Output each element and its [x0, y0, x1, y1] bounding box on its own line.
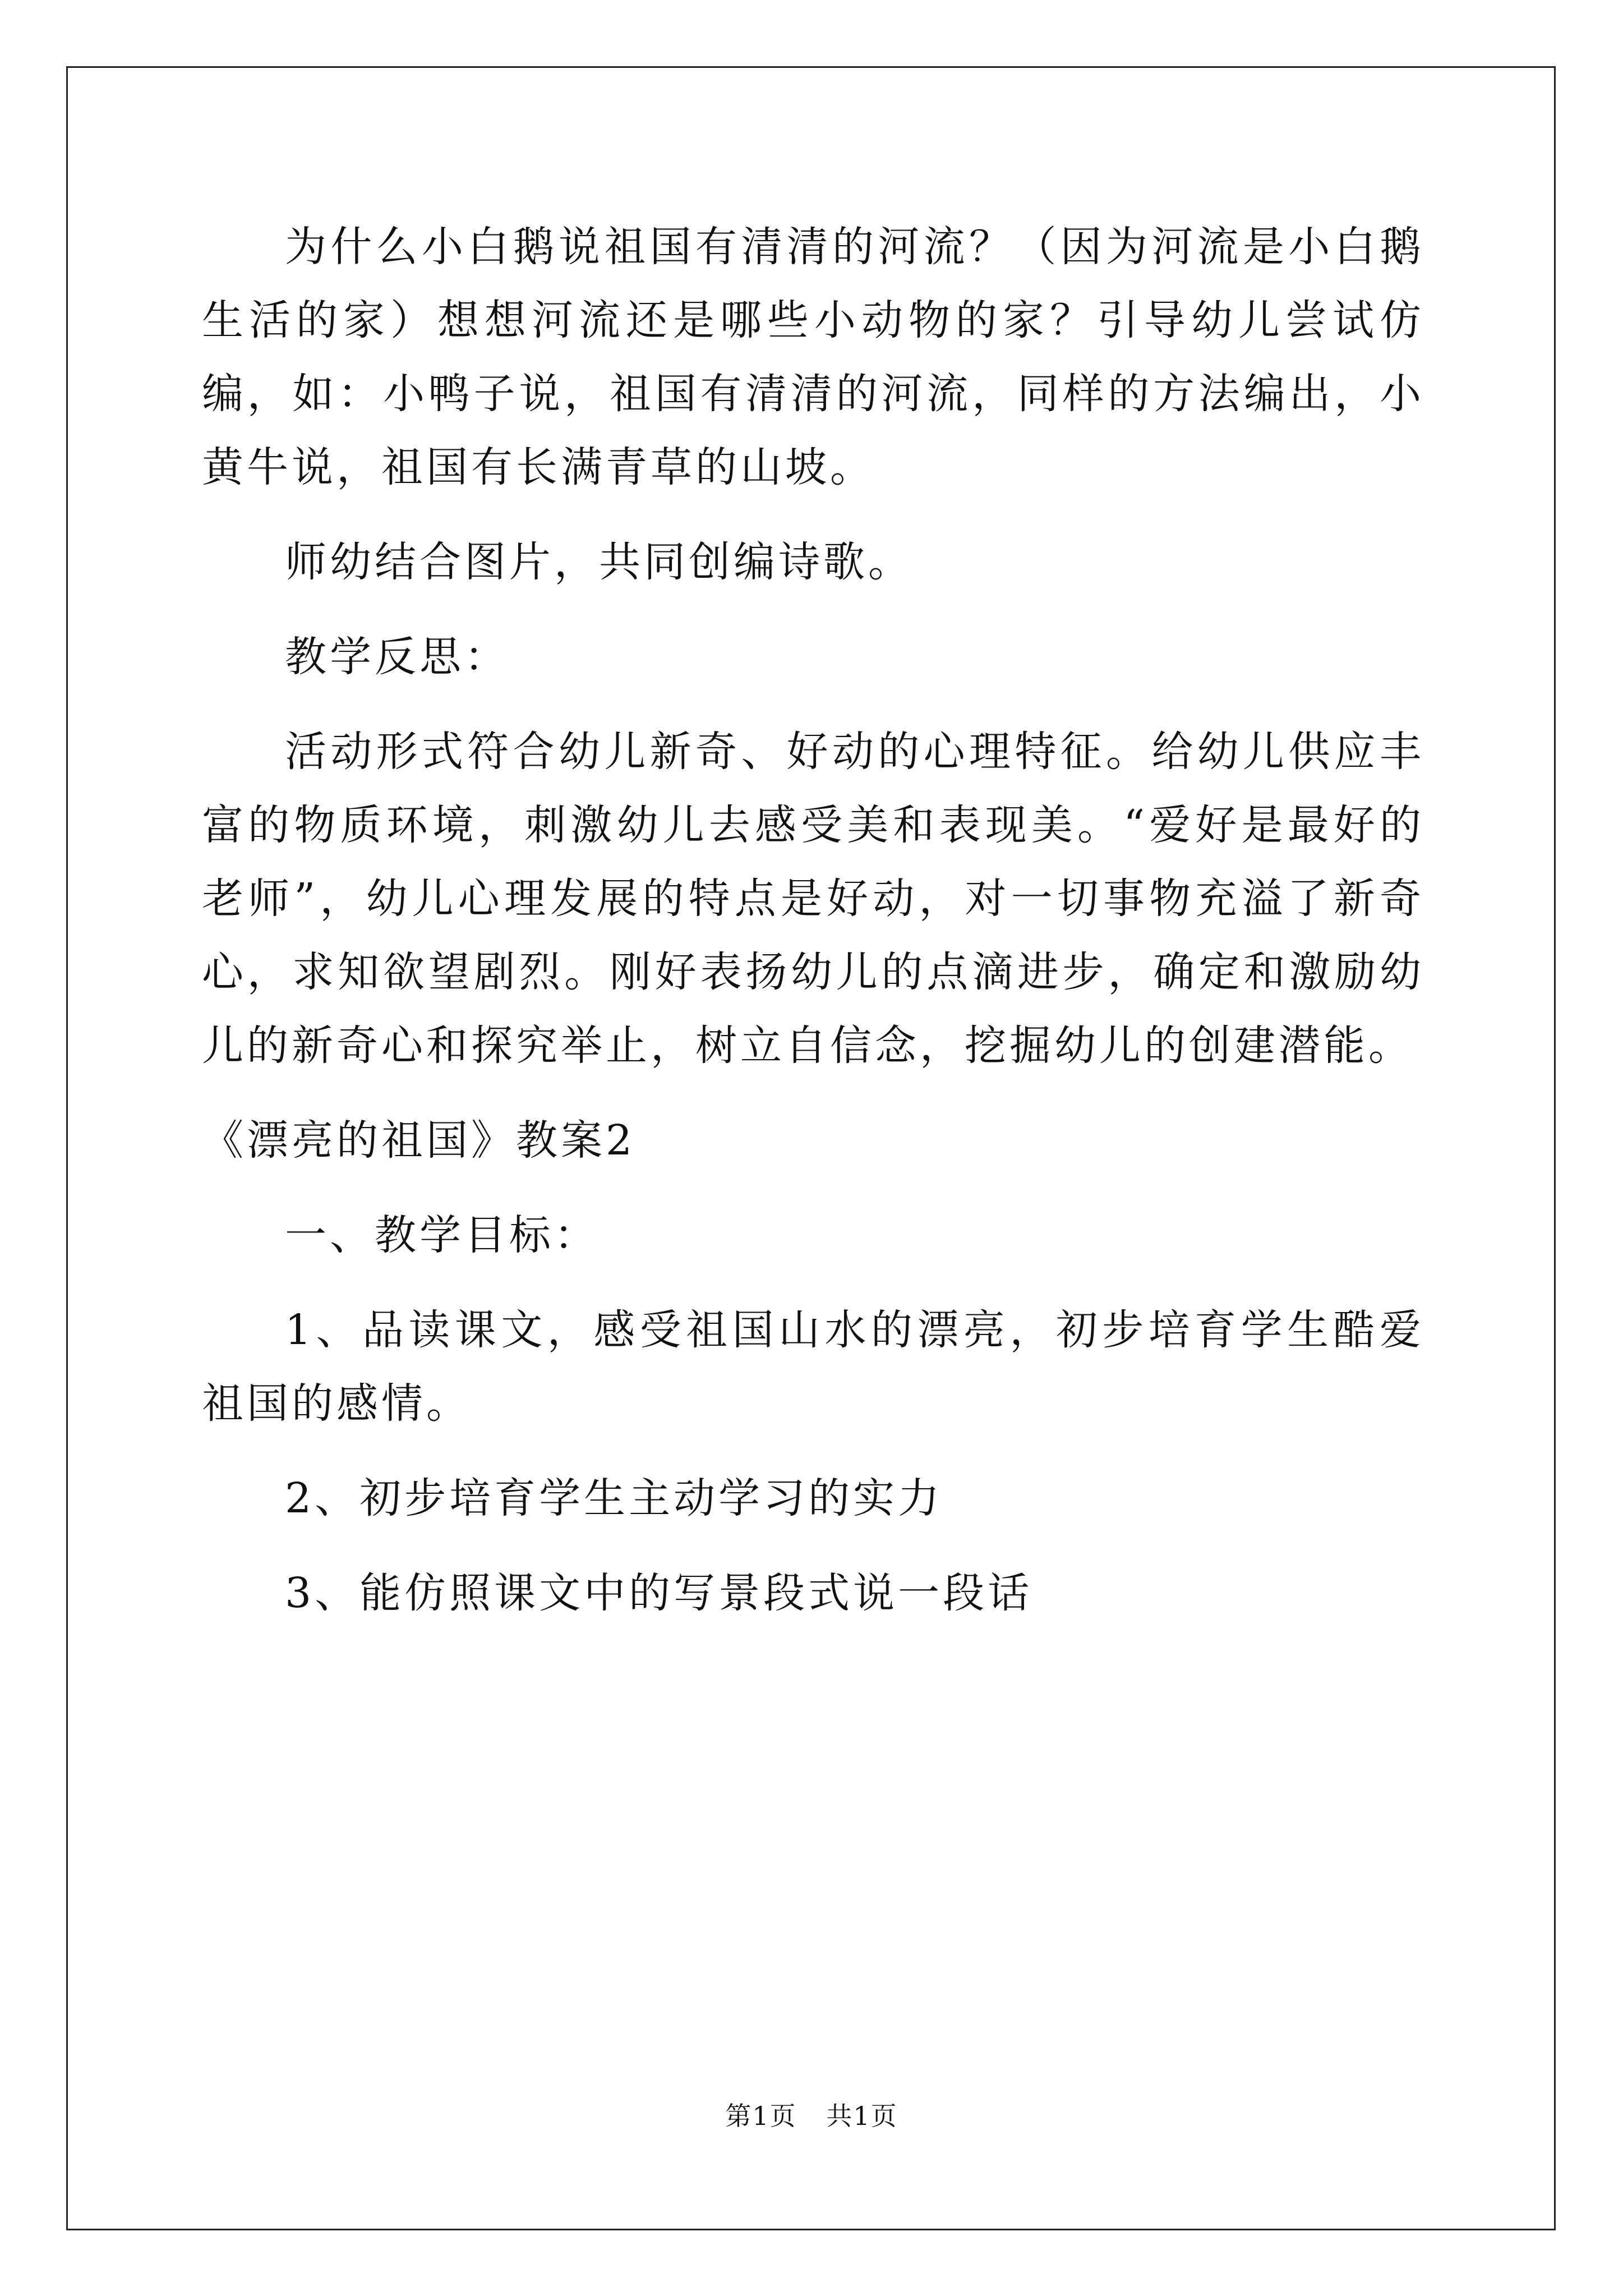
paragraph-objective-1: 1、品读课文，感受祖国山水的漂亮，初步培育学生酷爱祖国的感情。 — [202, 1306, 1424, 1428]
section-heading: 《漂亮的祖国》教案2 — [202, 1116, 636, 1165]
paragraph-objective-2: 2、初步培育学生主动学习的实力 — [285, 1474, 943, 1522]
paragraph-create-poem: 师幼结合图片，共同创编诗歌。 — [285, 538, 913, 586]
paragraph-objectives-label: 一、教学目标： — [285, 1211, 599, 1259]
page-total: 共1页 — [826, 2101, 898, 2131]
paragraph-reflection: 活动形式符合幼儿新奇、好动的心理特征。给幼儿供应丰富的物质环境，刺激幼儿去感受美和表现美。“爱好是最好的老师”，幼儿心理发展的特点是好动，对一切事物充溢了新奇心，求知欲望剧烈。刚好表扬幼儿的点滴进步，确定和激励幼儿的新奇心和探究举止，树立自信念，挖掘幼儿的创建潜能。 — [202, 728, 1424, 1070]
document-body — [202, 210, 1424, 1630]
paragraph-reflection-label: 教学反思： — [285, 633, 509, 681]
page-number: 第1页 — [725, 2101, 797, 2131]
paragraph-objective-3: 3、能仿照课文中的写景段式说一段话 — [285, 1569, 1033, 1617]
paragraph-question: 为什么小白鹅说祖国有清清的河流？（因为河流是小白鹅生活的家）想想河流还是哪些小动物的家？引导幼儿尝试仿编，如：小鸭子说，祖国有清清的河流，同样的方法编出，小黄牛说，祖国有长满青草的山坡。 — [202, 223, 1424, 491]
page-footer — [0, 2096, 1623, 2133]
